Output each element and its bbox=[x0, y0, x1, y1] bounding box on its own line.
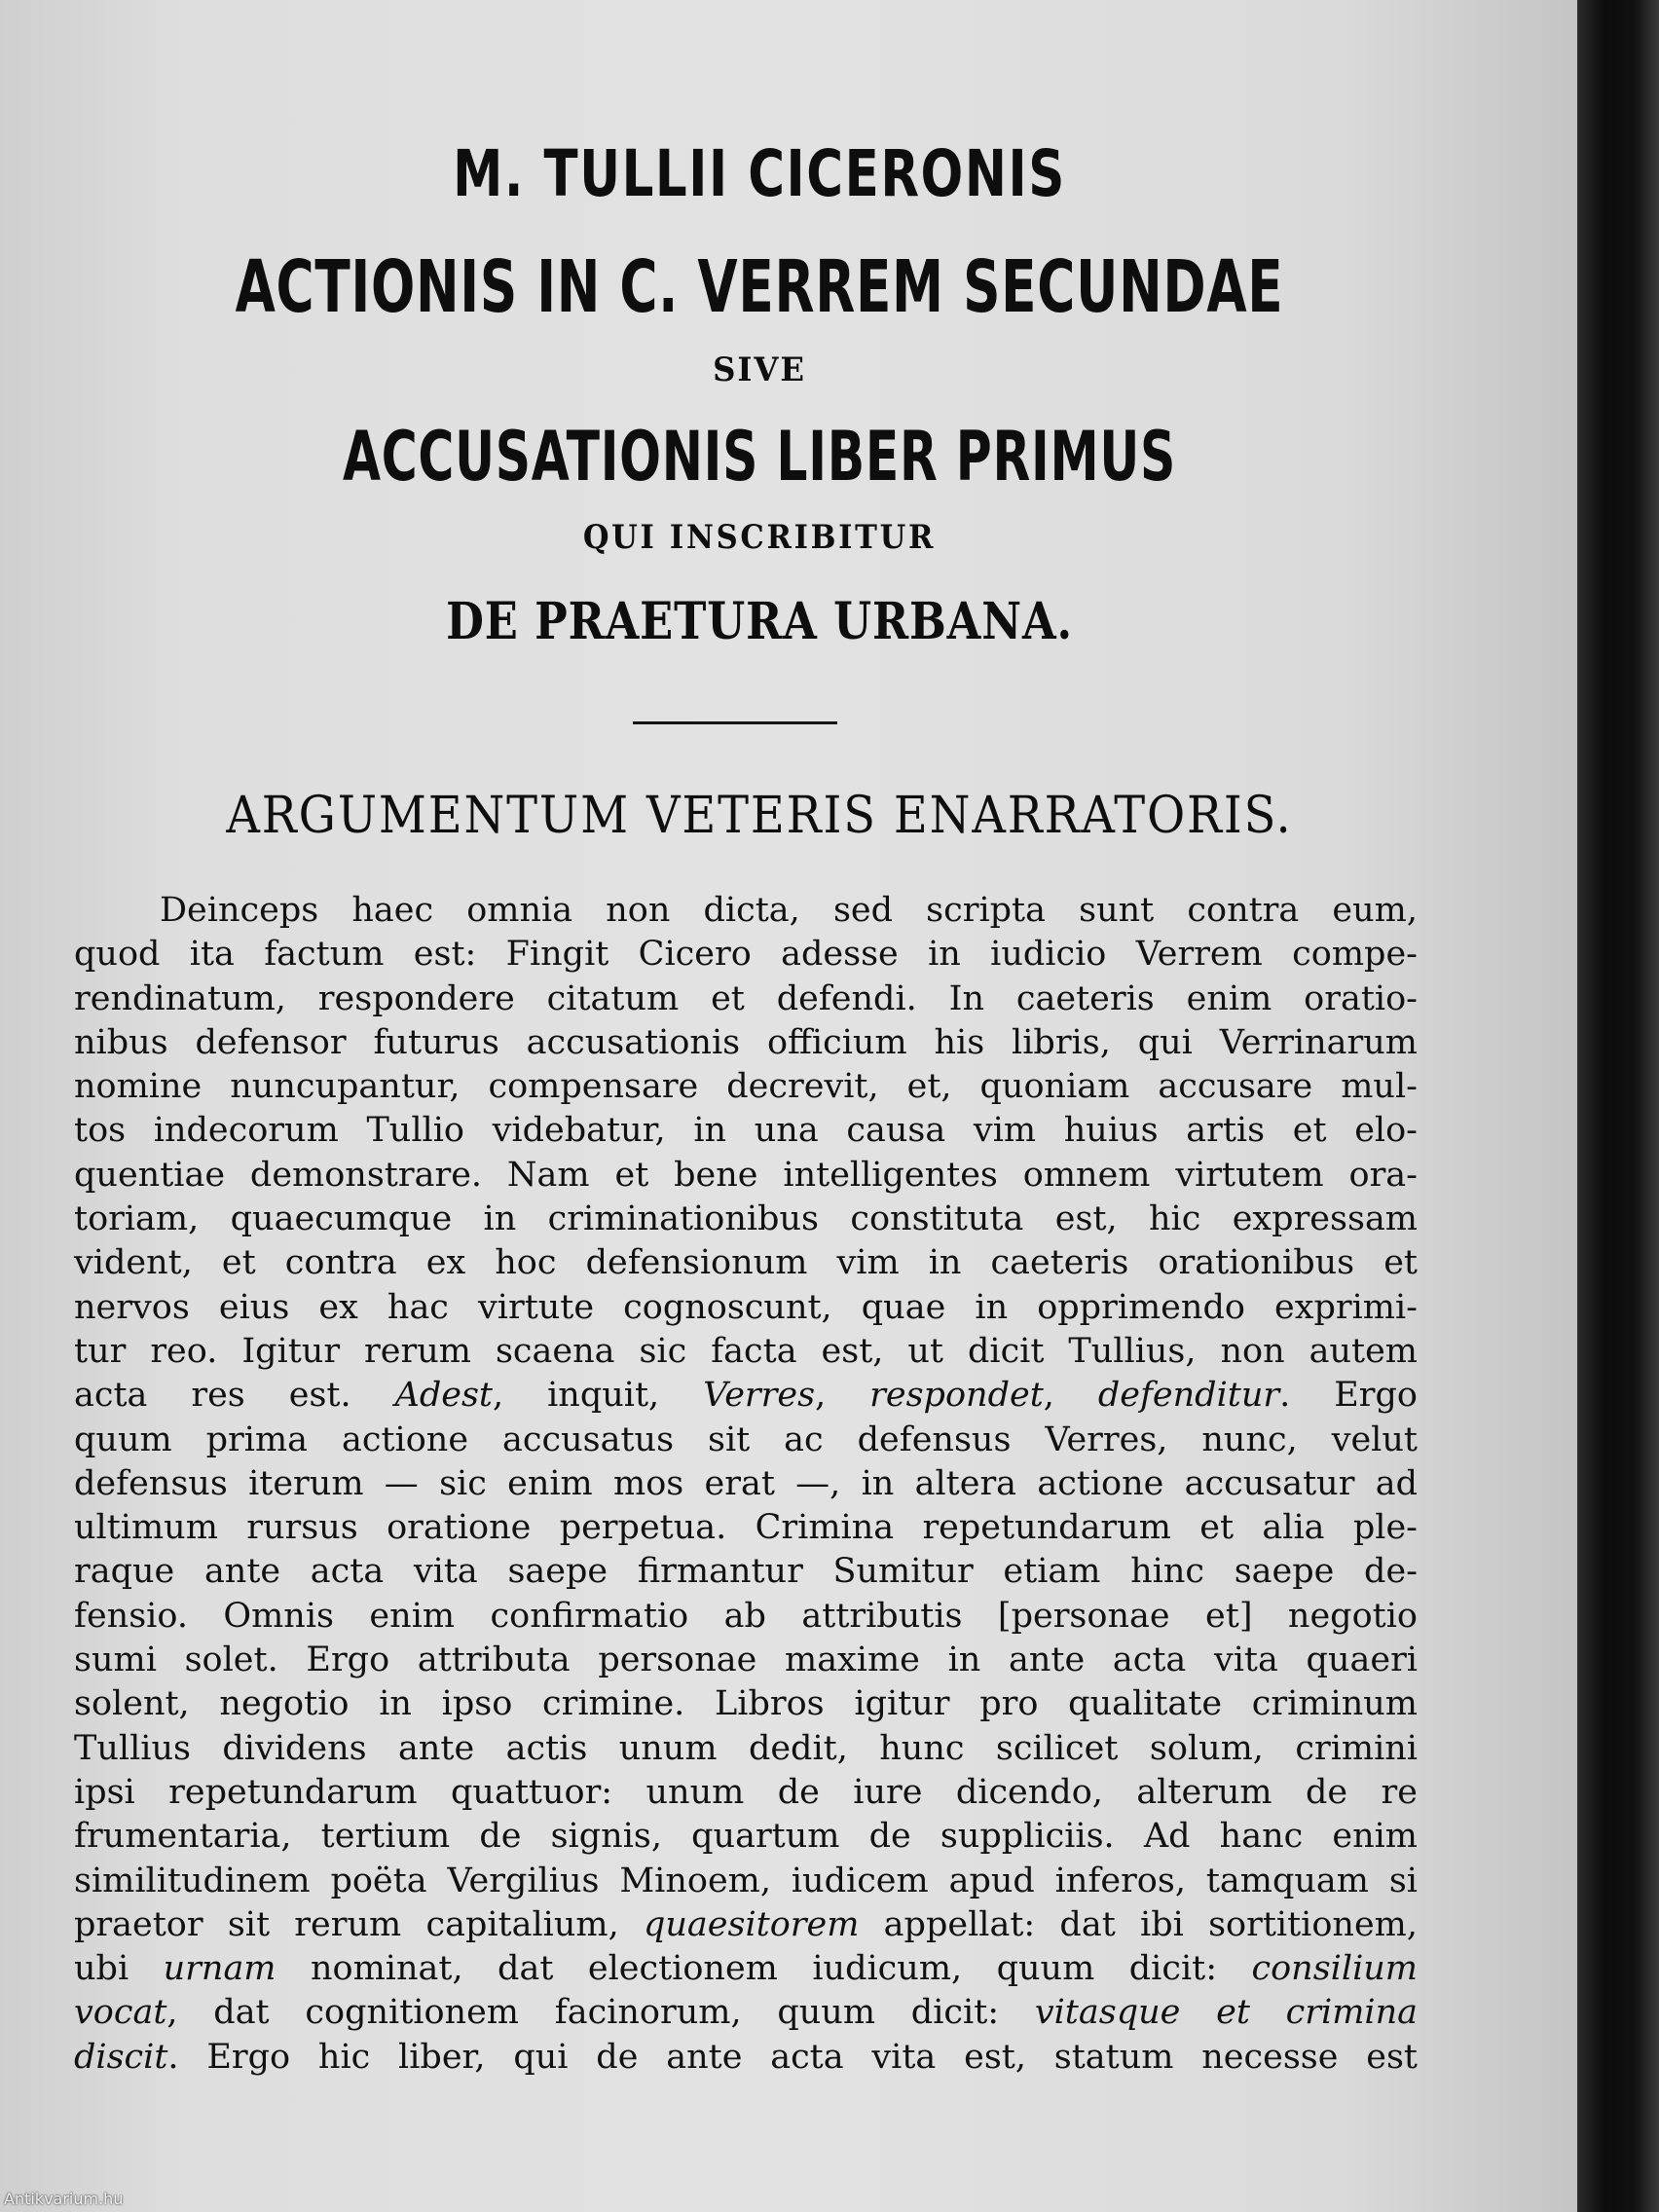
body-line: nomine nuncupantur, compensare decrevit, et, quoniam accusare mul- bbox=[74, 1067, 1418, 1107]
text-run: appellat: dat ibi sortitionem, bbox=[859, 1904, 1418, 1944]
body-line: ipsi repetundarum quattuor: unum de iure dicendo, alterum de re bbox=[74, 1772, 1418, 1812]
text-run: , bbox=[815, 1376, 870, 1416]
italic-phrase: quaesitorem bbox=[643, 1904, 860, 1944]
italic-phrase: Adest bbox=[394, 1376, 493, 1416]
body-line bbox=[74, 1947, 1418, 1991]
text-run: , inquit, bbox=[493, 1376, 704, 1416]
italic-phrase: respondet bbox=[869, 1376, 1044, 1416]
body-line bbox=[74, 2036, 1418, 2080]
title-book: ACCUSATIONIS LIBER PRIMUS bbox=[342, 417, 1176, 497]
title-divider bbox=[633, 721, 837, 724]
book-spine-shadow bbox=[1577, 0, 1659, 2212]
italic-phrase: vitasque et crimina bbox=[1034, 1993, 1418, 2033]
italic-phrase: vocat bbox=[74, 1993, 167, 2033]
body-line: quod ita factum est: Fingit Cicero adesse in iudicio Verrem compe- bbox=[74, 935, 1418, 975]
title-connector: SIVE bbox=[713, 350, 806, 389]
body-line: ultimum rursus oratione perpetua. Crimina repetundarum et alia ple- bbox=[74, 1508, 1418, 1548]
text-run: nominat, dat electionem iudicum, quum dicit: bbox=[276, 1949, 1252, 1989]
body-line: Deinceps haec omnia non dicta, sed scripta sunt contra eum, bbox=[160, 891, 1418, 930]
body-line: tur reo. Igitur rerum scaena sic facta est, ut dicit Tullius, non autem bbox=[74, 1331, 1418, 1371]
text-run: , dat cognitionem facinorum, quum dicit: bbox=[166, 1993, 1035, 2033]
body-line: defensus iterum — sic enim mos erat —, in altera actione accusatur ad bbox=[74, 1463, 1418, 1503]
body-line bbox=[74, 1991, 1418, 2035]
body-line: toriam, quaecumque in criminationibus constituta est, hic expressam bbox=[74, 1199, 1418, 1239]
body-line: tos indecorum Tullio videbatur, in una causa vim huius artis et elo- bbox=[74, 1111, 1418, 1151]
body-line bbox=[74, 1903, 1418, 1947]
body-line: nervos eius ex hac virtute cognoscunt, quae in opprimendo exprimi- bbox=[74, 1287, 1418, 1327]
body-line: nibus defensor futurus accusationis officium his libris, qui Verrinarum bbox=[74, 1022, 1418, 1062]
title-sub: QUI INSCRIBITUR bbox=[582, 518, 937, 557]
text-run: ubi bbox=[74, 1949, 164, 1989]
title-work: ACTIONIS IN C. VERREM SECUNDAE bbox=[235, 245, 1284, 329]
body-line: solent, negotio in ipso crimine. Libros igitur pro qualitate criminum bbox=[74, 1684, 1418, 1724]
body-line: quum prima actione accusatus sit ac defensus Verres, nunc, velut bbox=[74, 1419, 1418, 1459]
body-line: fensio. Omnis enim confirmatio ab attributis [personae et] negotio bbox=[74, 1596, 1418, 1636]
text-run: praetor sit rerum capitalium, bbox=[74, 1904, 644, 1944]
body-line: similitudinem poëta Vergilius Minoem, iudicem apud inferos, tamquam si bbox=[74, 1861, 1418, 1900]
body-line bbox=[74, 1374, 1418, 1418]
body-line: quentiae demonstrare. Nam et bene intelligentes omnem virtutem ora- bbox=[74, 1155, 1418, 1195]
body-line: sumi solet. Ergo attributa personae maxime in ante acta vita quaeri bbox=[74, 1641, 1418, 1680]
italic-phrase: consilium bbox=[1251, 1949, 1418, 1989]
section-heading: ARGUMENTUM VETERIS ENARRATORIS. bbox=[226, 787, 1293, 845]
title-name: DE PRAETURA URBANA. bbox=[446, 592, 1073, 651]
italic-phrase: defenditur bbox=[1097, 1376, 1280, 1416]
text-run: . Ergo bbox=[1279, 1376, 1418, 1416]
italic-phrase: Verres bbox=[703, 1376, 816, 1416]
body-text bbox=[74, 889, 1418, 2080]
body-line: Tullius dividens ante actis unum dedit, hunc scilicet solum, crimini bbox=[74, 1728, 1418, 1768]
text-run: . Ergo hic liber, qui de ante acta vita est, statum necesse est bbox=[167, 2037, 1418, 2077]
body-line: vident, et contra ex hoc defensionum vim in caeteris orationibus et bbox=[74, 1243, 1418, 1283]
title-author: M. TULLII CICERONIS bbox=[453, 136, 1066, 211]
text-run: acta res est. bbox=[74, 1376, 395, 1416]
italic-phrase: discit bbox=[74, 2037, 168, 2077]
body-line: raque ante acta vita saepe firmantur Sumitur etiam hinc saepe de- bbox=[74, 1552, 1418, 1592]
body-line: rendinatum, respondere citatum et defendi. In caeteris enim oratio- bbox=[74, 978, 1418, 1018]
text-run: , bbox=[1043, 1376, 1098, 1416]
body-line: frumentaria, tertium de signis, quartum de suppliciis. Ad hanc enim bbox=[74, 1817, 1418, 1857]
watermark: Antikvarium.hu bbox=[4, 2190, 124, 2208]
italic-phrase: urnam bbox=[163, 1949, 276, 1989]
